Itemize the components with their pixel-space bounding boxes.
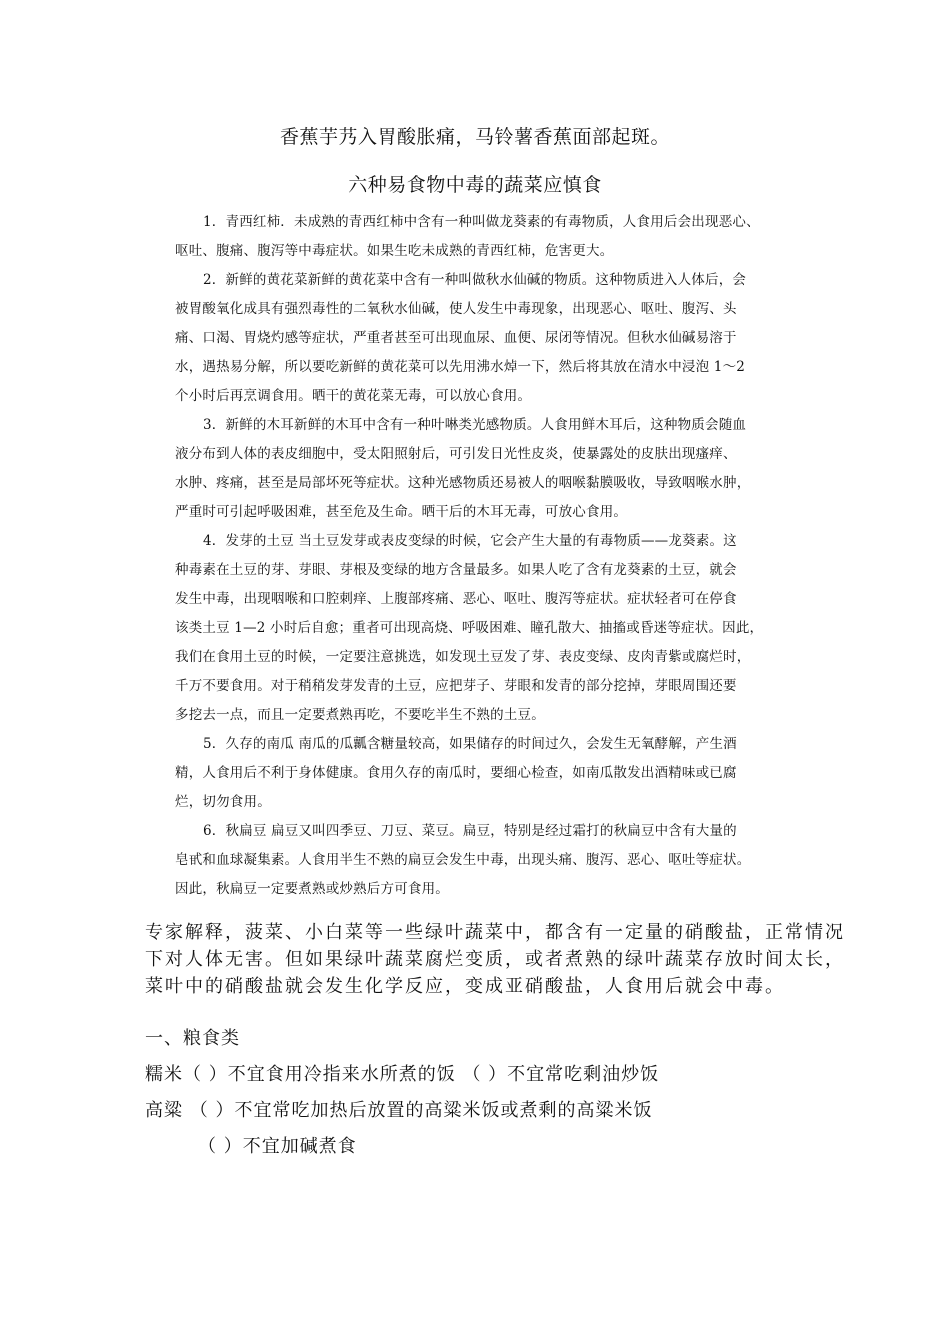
paragraph-line: 水肿、疼痛，甚至是局部坏死等症状。这种光感物质还易被人的咽喉黏膜吸收，导致咽喉水肿， <box>175 475 751 491</box>
list-item: 高粱 （ ）不宜常吃加热后放置的高粱米饭或煮剩的高粱米饭 <box>145 1100 653 1121</box>
paragraph-line: 皂甙和血球凝集素。人食用半生不熟的扁豆会发生中毒，出现头痛、腹泻、恶心、呕吐等症状。 <box>175 852 751 868</box>
paragraph-line: 1．青西红柿．未成熟的青西红柿中含有一种叫做龙葵素的有毒物质，人食用后会出现恶心、 <box>203 214 760 230</box>
paragraph-line: 因此，秋扁豆一定要煮熟或炒熟后方可食用。 <box>175 881 449 897</box>
paragraph-line: 4．发芽的土豆 当土豆发芽或表皮变绿的时候，它会产生大量的有毒物质——龙葵素。这 <box>203 533 737 549</box>
paragraph-line: 2．新鲜的黄花菜新鲜的黄花菜中含有一种叫做秋水仙碱的物质。这种物质进入人体后，会 <box>203 272 747 288</box>
paragraph-line: 发生中毒，出现咽喉和口腔刺痒、上腹部疼痛、恶心、呕吐、腹泻等症状。症状轻者可在停食 <box>175 591 737 607</box>
paragraph-line: 精，人食用后不利于身体健康。食用久存的南瓜时，要细心检查，如南瓜散发出酒精味或已腐 <box>175 765 737 781</box>
document-title-1: 香蕉芋艿入胃酸胀痛，马铃薯香蕉面部起斑。 <box>279 126 670 148</box>
list-item: 糯米（ ）不宜食用冷指来水所煮的饭 （ ）不宜常吃剩油炒饭 <box>145 1064 660 1085</box>
expert-paragraph-line: 下对人体无害。但如果绿叶蔬菜腐烂变质，或者煮熟的绿叶蔬菜存放时间太长， <box>145 949 845 970</box>
paragraph-line: 严重时可引起呼吸困难，甚至危及生命。晒干后的木耳无毒，可放心食用。 <box>175 504 628 520</box>
paragraph-line: 我们在食用土豆的时候，一定要注意挑选，如发现土豆发了芽、表皮变绿、皮肉青紫或腐烂时， <box>175 649 751 665</box>
paragraph-line: 多挖去一点，而且一定要煮熟再吃，不要吃半生不熟的土豆。 <box>175 707 545 723</box>
paragraph-line: 痛、口渴、胃烧灼感等症状，严重者甚至可出现血尿、血便、尿闭等情况。但秋水仙碱易溶于 <box>175 330 737 346</box>
paragraph-line: 该类土豆 1—2 小时后自愈；重者可出现高烧、呼吸困难、瞳孔散大、抽搐或昏迷等症状。因此， <box>175 620 764 636</box>
list-item: （ ）不宜加碱煮食 <box>198 1136 357 1157</box>
paragraph-line: 种毒素在土豆的芽、芽眼、芽根及变绿的地方含量最多。如果人吃了含有龙葵素的土豆，就会 <box>175 562 737 578</box>
paragraph-line: 个小时后再烹调食用。晒干的黄花菜无毒，可以放心食用。 <box>175 388 532 404</box>
paragraph-line: 5．久存的南瓜 南瓜的瓜瓤含糖量较高，如果储存的时间过久，会发生无氧酵解，产生酒 <box>203 736 737 752</box>
expert-paragraph-line: 菜叶中的硝酸盐就会发生化学反应，变成亚硝酸盐，人食用后就会中毒。 <box>145 976 785 997</box>
expert-paragraph-line: 专家解释，菠菜、小白菜等一些绿叶蔬菜中，都含有一定量的硝酸盐，正常情况 <box>145 922 845 943</box>
paragraph-line: 呕吐、腹痛、腹泻等中毒症状。如果生吃未成熟的青西红柿，危害更大。 <box>175 243 614 259</box>
paragraph-line: 液分布到人体的表皮细胞中，受太阳照射后，可引发日光性皮炎，使暴露处的皮肤出现瘙痒、 <box>175 446 737 462</box>
paragraph-line: 千万不要食用。对于稍稍发芽发青的土豆，应把芽子、芽眼和发青的部分挖掉，芽眼周围还要 <box>175 678 737 694</box>
section-title: 一、粮食类 <box>145 1028 240 1049</box>
paragraph-line: 6．秋扁豆 扁豆又叫四季豆、刀豆、菜豆。扁豆，特别是经过霜打的秋扁豆中含有大量的 <box>203 823 737 839</box>
paragraph-line: 水，遇热易分解，所以要吃新鲜的黄花菜可以先用沸水焯一下，然后将其放在清水中浸泡 1～2 <box>175 359 746 375</box>
paragraph-line: 被胃酸氧化成具有强烈毒性的二氧秋水仙碱，使人发生中毒现象，出现恶心、呕吐、腹泻、头 <box>175 301 737 317</box>
paragraph-line: 3．新鲜的木耳新鲜的木耳中含有一种叶啉类光感物质。人食用鲜木耳后，这种物质会随血 <box>203 417 747 433</box>
paragraph-line: 烂，切勿食用。 <box>175 794 271 810</box>
document-title-2: 六种易食物中毒的蔬菜应慎食 <box>348 174 602 196</box>
